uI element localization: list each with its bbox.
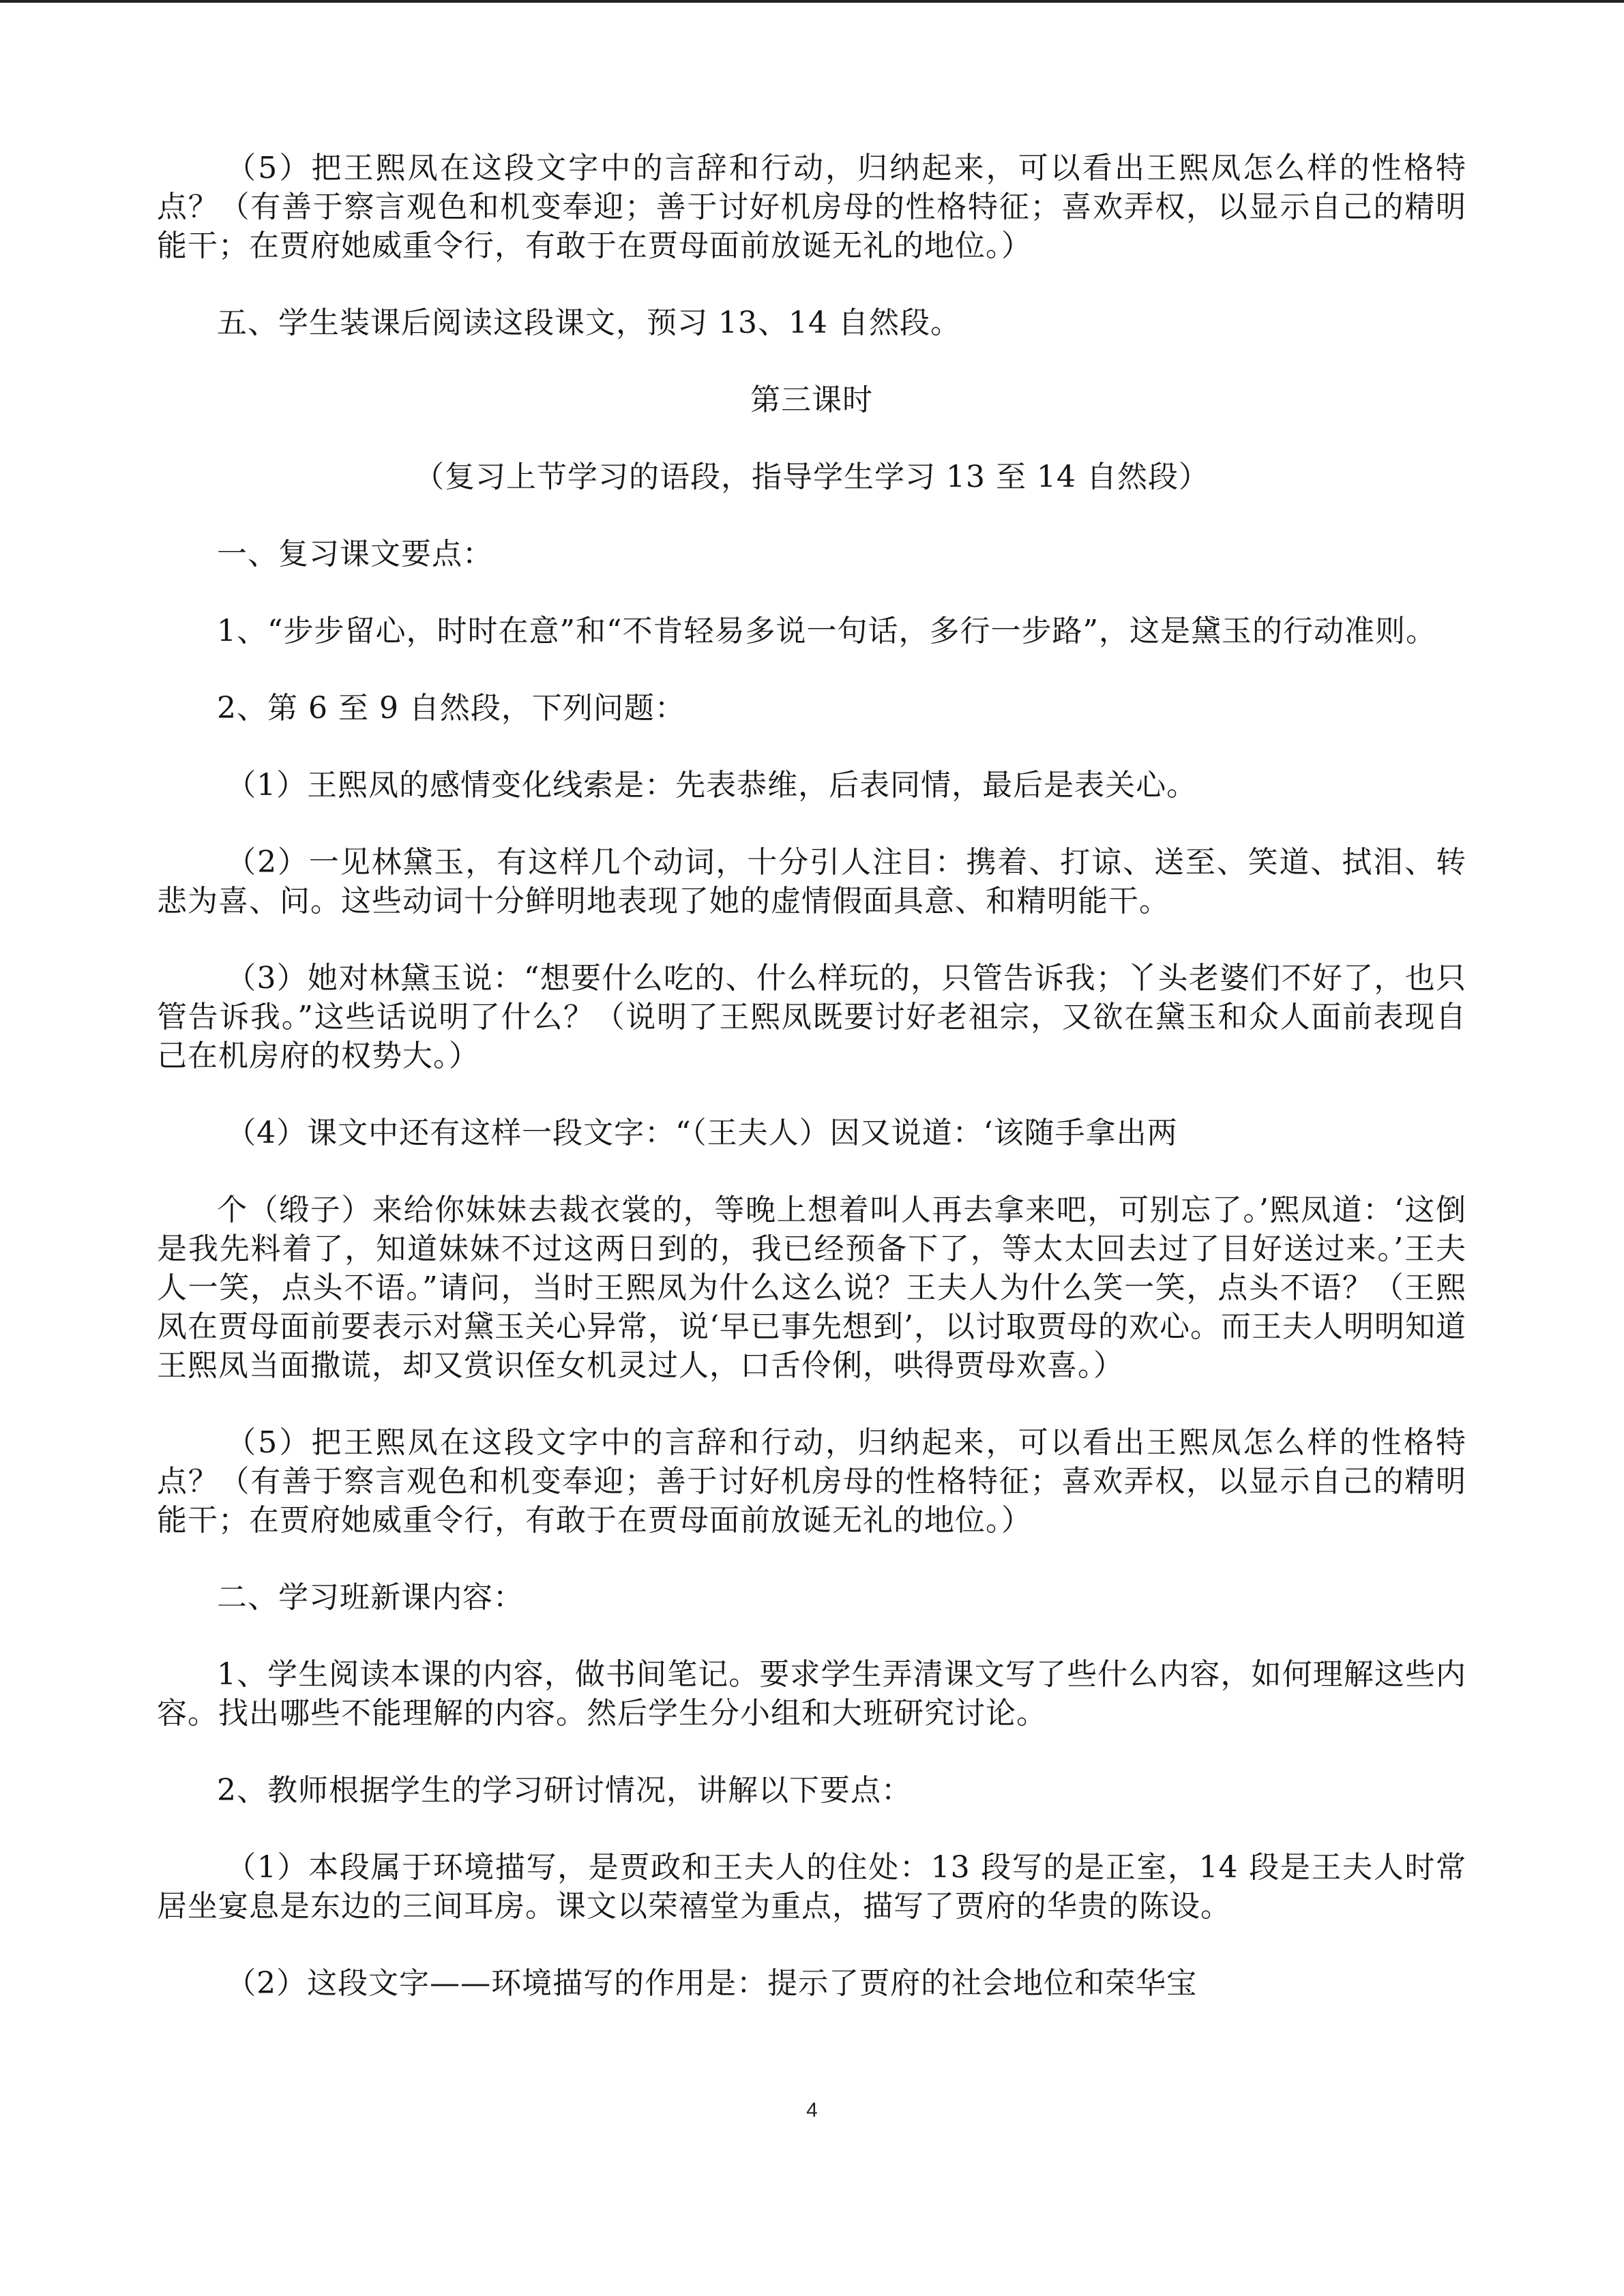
paragraph-question-3: （3）她对林黛玉说：“想要什么吃的、什么样玩的，只管告诉我；丫头老婆们不好了，也只管告诉我。”这些话说明了什么？（说明了王熙凤既要讨好老祖宗，又欲在黛玉和众人面前表现自己在机房府的权势大。） [157, 961, 1466, 1073]
paragraph-new-lesson-1: 1、学生阅读本课的内容，做书间笔记。要求学生弄清课文写了些什么内容，如何理解这些内容。找出哪些不能理解的内容。然后学生分小组和大班研究讨论。 [157, 1657, 1466, 1731]
paragraph-question-2: （2）一见林黛玉，有这样几个动词，十分引人注目：携着、打谅、送至、笑道、拭泪、转悲为喜、问。这些动词十分鲜明地表现了她的虚情假面具意、和精明能干。 [157, 845, 1466, 919]
heading-new-lesson: 二、学习班新课内容： [217, 1580, 524, 1615]
paragraph-question-4: （4）课文中还有这样一段文字：“（王夫人）因又说道：‘该随手拿出两 [226, 1116, 1178, 1150]
paragraph-point-2: （2）这段文字——环境描写的作用是：提示了贾府的社会地位和荣华宝 [226, 1966, 1198, 2001]
document-body [157, 149, 1466, 2041]
top-border-line [0, 0, 1624, 3]
paragraph-question-1: （1）王熙凤的感情变化线索是：先表恭维，后表同情，最后是表关心。 [226, 768, 1198, 803]
heading-review: 一、复习课文要点： [217, 537, 493, 571]
paragraph-point-1: （1）本段属于环境描写，是贾政和王夫人的住处：13 段写的是正室，14 段是王夫人时常居坐宴息是东边的三间耳房。课文以荣禧堂为重点，描写了贾府的华贵的陈设。 [157, 1850, 1466, 1924]
paragraph-trait-summary-top: （5）把王熙凤在这段文字中的言辞和行动，归纳起来，可以看出王熙凤怎么样的性格特点？（有善于察言观色和机变奉迎；善于讨好机房母的性格特征；喜欢弄权，以显示自己的精明能干；在贾府她威重令行，有敢于在贾母面前放诞无礼的地位。） [157, 151, 1466, 263]
paragraph-review-1: 1、“步步留心，时时在意”和“不肯轻易多说一句话，多行一步路”，这是黛玉的行动准则。 [217, 614, 1436, 648]
paragraph-new-lesson-2: 2、教师根据学生的学习研讨情况，讲解以下要点： [217, 1773, 912, 1808]
paragraph-question-5: （5）把王熙凤在这段文字中的言辞和行动，归纳起来，可以看出王熙凤怎么样的性格特点？（有善于察言观色和机变奉迎；善于讨好机房母的性格特征；喜欢弄权，以显示自己的精明能干；在贾府她威重令行，有敢于在贾母面前放诞无礼的地位。） [157, 1425, 1466, 1538]
paragraph-review-2: 2、第 6 至 9 自然段，下列问题： [217, 691, 685, 726]
section-title: 第三课时 [750, 383, 873, 417]
page-number: 4 [806, 2099, 818, 2121]
paragraph-homework: 五、学生装课后阅读这段课文，预习 13、14 自然段。 [217, 305, 961, 340]
paragraph-question-4-continued: 个（缎子）来给你妹妹去裁衣裳的，等晚上想着叫人再去拿来吧，可别忘了。’熙凤道：‘这倒是我先料着了，知道妹妹不过这两日到的，我已经预备下了，等太太回去过了目好送过来。’王夫人一笑，点头不语。”请问，当时王熙凤为什么这么说？王夫人为什么笑一笑，点头不语？（王熙凤在贾母面前要表示对黛玉关心异常，说‘早已事先想到’，以讨取贾母的欢心。而王夫人明明知道王熙凤当面撒谎，却又赏识侄女机灵过人，口舌伶俐，哄得贾母欢喜。） [157, 1193, 1466, 1383]
section-subtitle: （复习上节学习的语段，指导学生学习 13 至 14 自然段） [414, 460, 1209, 494]
